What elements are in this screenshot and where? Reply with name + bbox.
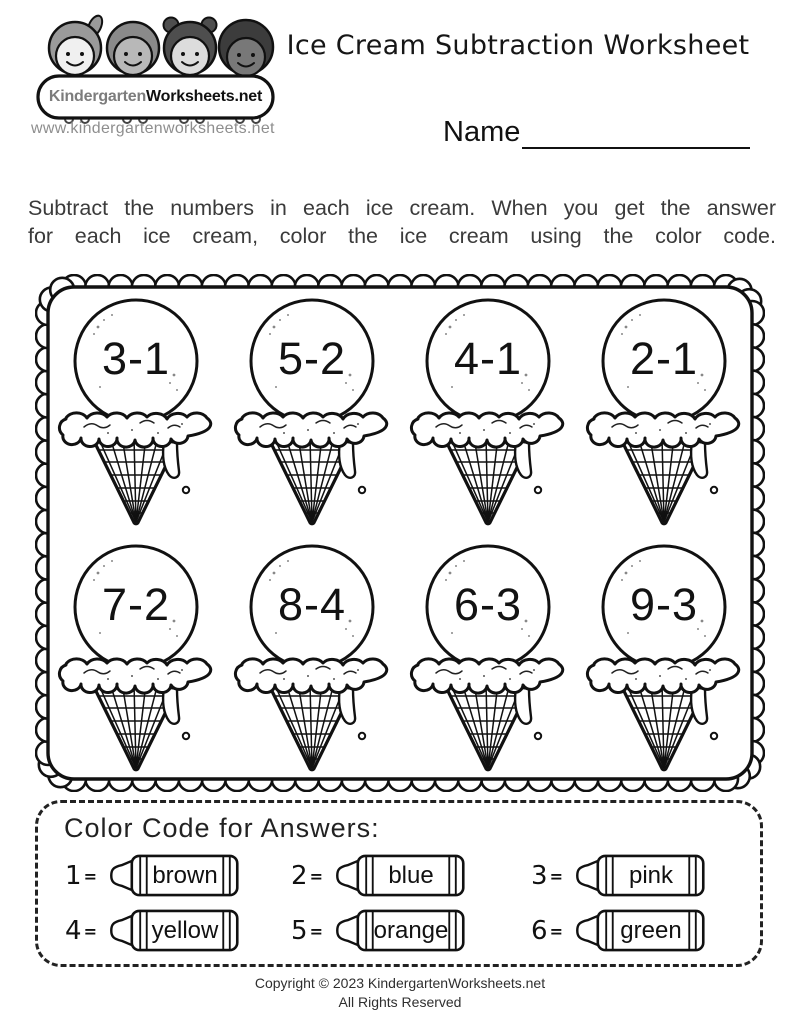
answer-number: 6: [531, 915, 548, 946]
name-blank-line: [522, 117, 750, 149]
ice-cream-problem: [576, 533, 752, 779]
subtraction-problem: 3-1: [101, 333, 171, 384]
color-code-entry: [64, 904, 290, 957]
footer: [0, 974, 800, 1012]
ice-cream-problem: [576, 287, 752, 533]
subtraction-problem: 4-1: [453, 333, 523, 384]
subtraction-problem: 9-3: [629, 579, 699, 630]
subtraction-problem: 8-4: [277, 579, 347, 630]
ice-cream-problem: [48, 533, 224, 779]
color-code-entry: [64, 849, 290, 902]
crayon-color-label: blue: [388, 861, 434, 889]
website-url: www.kindergartenworksheets.net: [31, 120, 275, 137]
answer-number: 4: [65, 915, 82, 946]
logo-text-worksheets: Worksheets.net: [146, 88, 263, 105]
crayon-color-label: pink: [628, 861, 674, 889]
site-logo: [33, 12, 278, 124]
equals-sign: =: [549, 922, 563, 941]
color-code-entry: [290, 849, 530, 902]
ice-cream-problem: [224, 287, 400, 533]
ice-cream-problem: [224, 533, 400, 779]
name-row: [443, 116, 750, 149]
ice-cream-problem: [400, 533, 576, 779]
copyright-line: Copyright © 2023 KindergartenWorksheets.net: [254, 975, 546, 991]
crayon-color-label: orange: [373, 916, 449, 944]
crayon-color-label: brown: [152, 861, 218, 889]
ice-cream-cone-icon: [224, 533, 400, 779]
ice-cream-cone-icon: [224, 287, 400, 533]
color-code-box: [35, 800, 763, 967]
crayon: [567, 907, 707, 954]
crayon: [327, 852, 467, 899]
ice-cream-cone-icon: [576, 533, 752, 779]
equals-sign: =: [83, 867, 97, 886]
instructions-line-1: Subtract the numbers in each ice cream. When you get the answer: [28, 196, 776, 220]
ice-cream-cone-icon: [48, 287, 224, 533]
ice-cream-cone-icon: [400, 533, 576, 779]
rights-line: All Rights Reserved: [338, 994, 462, 1010]
color-code-heading: Color Code for Answers:: [64, 813, 380, 843]
ice-cream-cone-icon: [48, 533, 224, 779]
ice-cream-cone-icon: [400, 287, 576, 533]
logo-text-kindergarten: Kindergarten: [48, 88, 147, 105]
crayon: [567, 852, 707, 899]
color-code-entry: [290, 904, 530, 957]
answer-number: 5: [291, 915, 308, 946]
ice-cream-cone-icon: [576, 287, 752, 533]
color-code-entry: [530, 849, 752, 902]
answer-number: 3: [531, 860, 548, 891]
page-title: Ice Cream Subtraction Worksheet: [286, 30, 750, 61]
ice-cream-problem: [48, 287, 224, 533]
crayon: [101, 852, 241, 899]
answer-number: 2: [291, 860, 308, 891]
instructions-line-2: for each ice cream, color the ice cream using the color code.: [28, 224, 776, 248]
ice-cream-grid: [48, 287, 752, 779]
crayon: [101, 907, 241, 954]
answer-number: 1: [65, 860, 82, 891]
subtraction-problem: 2-1: [629, 333, 699, 384]
color-code-entry: [530, 904, 752, 957]
subtraction-problem: 5-2: [277, 333, 347, 384]
subtraction-problem: 6-3: [453, 579, 523, 630]
instructions: [28, 194, 776, 250]
equals-sign: =: [309, 922, 323, 941]
equals-sign: =: [83, 922, 97, 941]
ice-cream-problem: [400, 287, 576, 533]
subtraction-problem: 7-2: [101, 579, 171, 630]
crayon: [327, 907, 467, 954]
crayon-color-label: green: [620, 916, 682, 944]
equals-sign: =: [309, 867, 323, 886]
name-label: Name: [443, 116, 521, 148]
color-code-grid: [64, 849, 752, 957]
crayon-color-label: yellow: [151, 916, 219, 944]
equals-sign: =: [549, 867, 563, 886]
logo-banner-text: [38, 76, 273, 118]
